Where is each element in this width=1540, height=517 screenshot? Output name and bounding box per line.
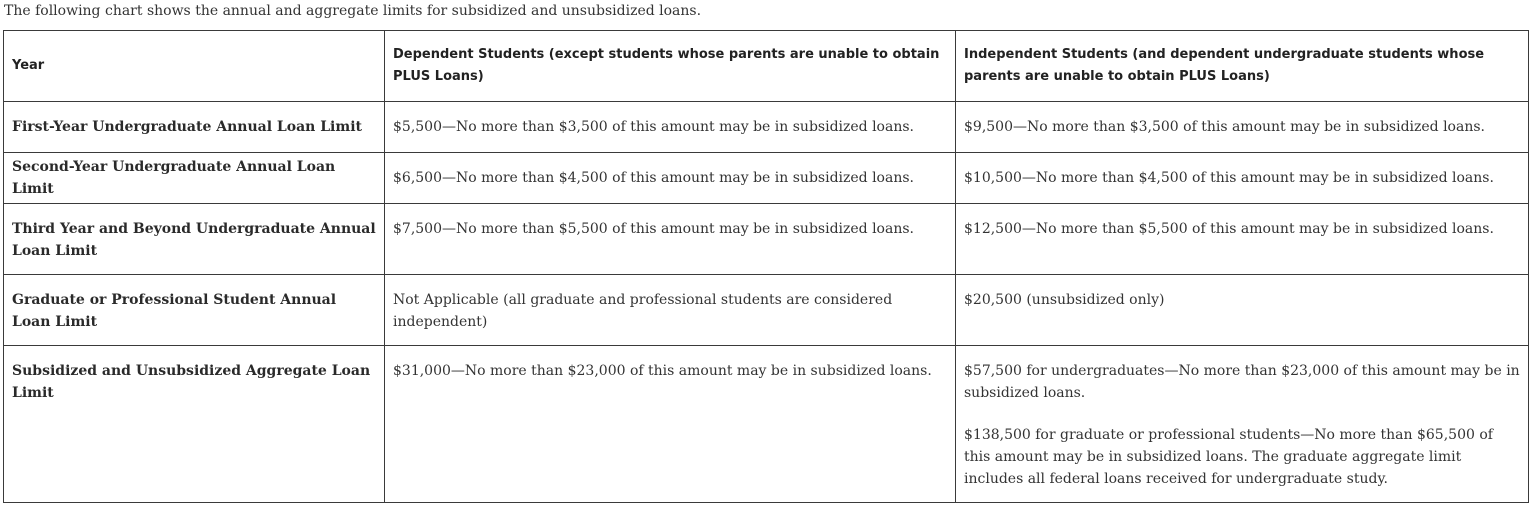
table-row <box>4 102 1529 153</box>
loan-limits-table <box>3 30 1529 503</box>
table-row <box>4 275 1529 346</box>
row-label: Graduate or Professional Student Annual Loan Limit <box>4 275 385 346</box>
header-independent-students: Independent Students (and dependent undergraduate students whose parents are unable to obtain PLUS Loans) <box>956 31 1529 102</box>
independent-limit-cell <box>956 346 1529 503</box>
table-row <box>4 204 1529 275</box>
dependent-limit-cell: $7,500—No more than $5,500 of this amount may be in subsidized loans. <box>385 204 956 275</box>
intro-text: The following chart shows the annual and aggregate limits for subsidized and unsubsidized loans. <box>4 3 702 19</box>
table-row <box>4 153 1529 204</box>
graduate-aggregate-text: $138,500 for graduate or professional students—No more than $65,500 of this amount may be in subsidized loans. The graduate aggregate limit includes all federal loans received for undergraduate study. <box>964 427 1493 487</box>
header-year: Year <box>4 31 385 102</box>
undergraduate-aggregate-text: $57,500 for undergraduates—No more than $23,000 of this amount may be in subsidized loans. <box>964 363 1520 401</box>
table-header-row <box>4 31 1529 102</box>
independent-limit-cell: $20,500 (unsubsidized only) <box>956 275 1529 346</box>
independent-limit-cell: $9,500—No more than $3,500 of this amount may be in subsidized loans. <box>956 102 1529 153</box>
dependent-limit-cell: Not Applicable (all graduate and professional students are considered independent) <box>385 275 956 346</box>
dependent-limit-cell: $5,500—No more than $3,500 of this amount may be in subsidized loans. <box>385 102 956 153</box>
row-label: Second-Year Undergraduate Annual Loan Limit <box>4 153 385 204</box>
row-label: Third Year and Beyond Undergraduate Annual Loan Limit <box>4 204 385 275</box>
independent-limit-cell: $10,500—No more than $4,500 of this amount may be in subsidized loans. <box>956 153 1529 204</box>
table-row <box>4 346 1529 503</box>
dependent-limit-cell: $31,000—No more than $23,000 of this amount may be in subsidized loans. <box>385 346 956 503</box>
row-label: Subsidized and Unsubsidized Aggregate Loan Limit <box>4 346 385 503</box>
header-dependent-students: Dependent Students (except students whose parents are unable to obtain PLUS Loans) <box>385 31 956 102</box>
dependent-limit-cell: $6,500—No more than $4,500 of this amount may be in subsidized loans. <box>385 153 956 204</box>
independent-limit-cell: $12,500—No more than $5,500 of this amount may be in subsidized loans. <box>956 204 1529 275</box>
row-label: First-Year Undergraduate Annual Loan Limit <box>4 102 385 153</box>
